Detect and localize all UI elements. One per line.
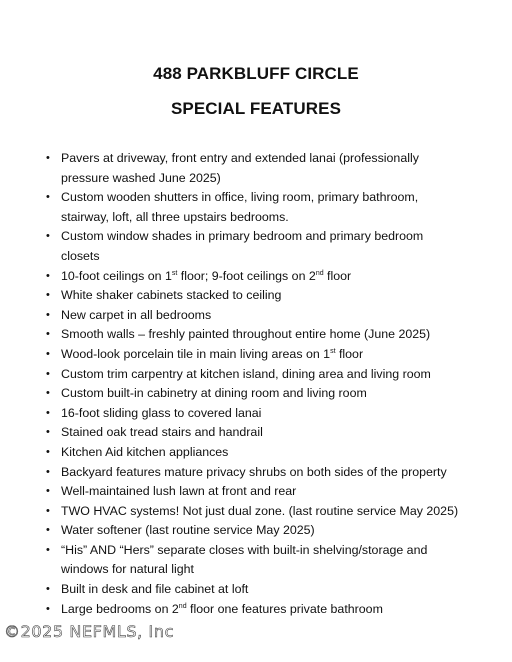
feature-text	[61, 325, 476, 345]
bullet-icon: •	[46, 191, 50, 204]
feature-text	[61, 267, 476, 287]
feature-text	[61, 365, 476, 385]
bullet-icon: •	[46, 583, 50, 596]
feature-text	[61, 541, 476, 580]
feature-text	[61, 227, 476, 266]
feature-text	[61, 345, 476, 365]
feature-text	[61, 463, 476, 483]
bullet-icon: •	[46, 524, 50, 537]
bullet-icon: •	[46, 504, 50, 517]
feature-text	[61, 404, 476, 424]
bullet-icon: •	[46, 152, 50, 164]
feature-line: Custom built-in cabinetry at dining room and living room	[61, 386, 367, 401]
feature-item	[46, 423, 476, 443]
feature-line: Built in desk and file cabinet at loft	[61, 582, 249, 597]
feature-line: 10-foot ceilings on 1st floor; 9-foot ceilings on 2nd floor	[61, 268, 352, 283]
feature-item	[46, 463, 476, 483]
feature-line: Backyard features mature privacy shrubs on both sides of the property	[61, 464, 447, 479]
feature-item	[46, 482, 476, 502]
document-subtitle: SPECIAL FEATURES	[170, 99, 342, 118]
feature-item	[46, 521, 476, 541]
bullet-icon: •	[46, 387, 50, 400]
bullet-icon: •	[46, 465, 50, 478]
bullet-icon: •	[46, 406, 50, 419]
feature-text	[61, 423, 476, 443]
feature-line: Stained oak tread stairs and handrail	[61, 425, 263, 440]
bullet-icon: •	[46, 269, 50, 282]
feature-item	[46, 580, 476, 600]
bullet-icon: •	[46, 367, 50, 380]
bullet-icon: •	[46, 289, 50, 302]
bullet-icon: •	[46, 426, 50, 439]
feature-text	[61, 443, 476, 463]
feature-text	[61, 482, 476, 502]
feature-line: Custom window shades in primary bedroom and primary bedroom	[61, 229, 424, 244]
feature-item	[46, 188, 476, 227]
feature-text	[61, 502, 476, 522]
feature-text	[61, 286, 476, 306]
feature-text	[61, 306, 476, 326]
bullet-icon: •	[46, 347, 50, 360]
feature-item	[46, 149, 476, 188]
feature-item	[46, 404, 476, 424]
feature-line: Pavers at driveway, front entry and extended lanai (professionally	[61, 151, 419, 165]
feature-line: Custom trim carpentry at kitchen island, dining area and living room	[61, 366, 431, 381]
bullet-icon: •	[46, 230, 50, 243]
feature-text	[61, 384, 476, 404]
feature-text	[61, 580, 476, 600]
feature-item	[46, 306, 476, 326]
feature-item	[46, 286, 476, 306]
bullet-icon: •	[46, 602, 50, 615]
feature-item	[46, 267, 476, 287]
document-title: 488 PARKBLUFF CIRCLE	[153, 64, 359, 83]
feature-item	[46, 502, 476, 522]
feature-line: Custom wooden shutters in office, living room, primary bathroom,	[61, 190, 419, 205]
bullet-icon: •	[46, 445, 50, 458]
feature-item	[46, 325, 476, 345]
feature-text	[61, 149, 476, 188]
feature-text	[61, 521, 476, 541]
bullet-icon: •	[46, 308, 50, 321]
feature-item	[46, 345, 476, 365]
bullet-icon: •	[46, 485, 50, 498]
feature-line: pressure washed June 2025)	[61, 170, 221, 185]
feature-line: New carpet in all bedrooms	[61, 307, 212, 322]
feature-line: 16-foot sliding glass to covered lanai	[61, 405, 262, 420]
bullet-icon: •	[46, 543, 50, 556]
feature-line: closets	[61, 248, 100, 263]
feature-item	[46, 600, 476, 620]
feature-line: White shaker cabinets stacked to ceiling	[61, 288, 282, 303]
copyright-watermark: ©2025 NEFMLS, Inc	[4, 622, 174, 641]
feature-item	[46, 541, 476, 580]
feature-line: stairway, loft, all three upstairs bedrooms.	[61, 209, 289, 224]
bullet-icon: •	[46, 328, 50, 341]
feature-line: Wood-look porcelain tile in main living areas on 1st floor	[61, 346, 364, 361]
feature-text	[61, 600, 476, 620]
feature-item	[46, 227, 476, 266]
feature-item	[46, 384, 476, 404]
feature-line: windows for natural light	[61, 562, 194, 577]
feature-line: TWO HVAC systems! Not just dual zone. (last routine service May 2025)	[61, 503, 459, 518]
features-list	[46, 149, 476, 619]
feature-item	[46, 365, 476, 385]
feature-line: Large bedrooms on 2nd floor one features private bathroom	[61, 601, 383, 616]
feature-item	[46, 443, 476, 463]
feature-line: Water softener (last routine service May 2025)	[61, 523, 315, 538]
feature-line: Kitchen Aid kitchen appliances	[61, 444, 229, 459]
feature-line: “His” AND “Hers” separate closes with built-in shelving/storage and	[61, 542, 428, 557]
feature-text	[61, 188, 476, 227]
feature-line: Well-maintained lush lawn at front and rear	[61, 484, 297, 499]
feature-line: Smooth walls – freshly painted throughout entire home (June 2025)	[61, 327, 431, 342]
